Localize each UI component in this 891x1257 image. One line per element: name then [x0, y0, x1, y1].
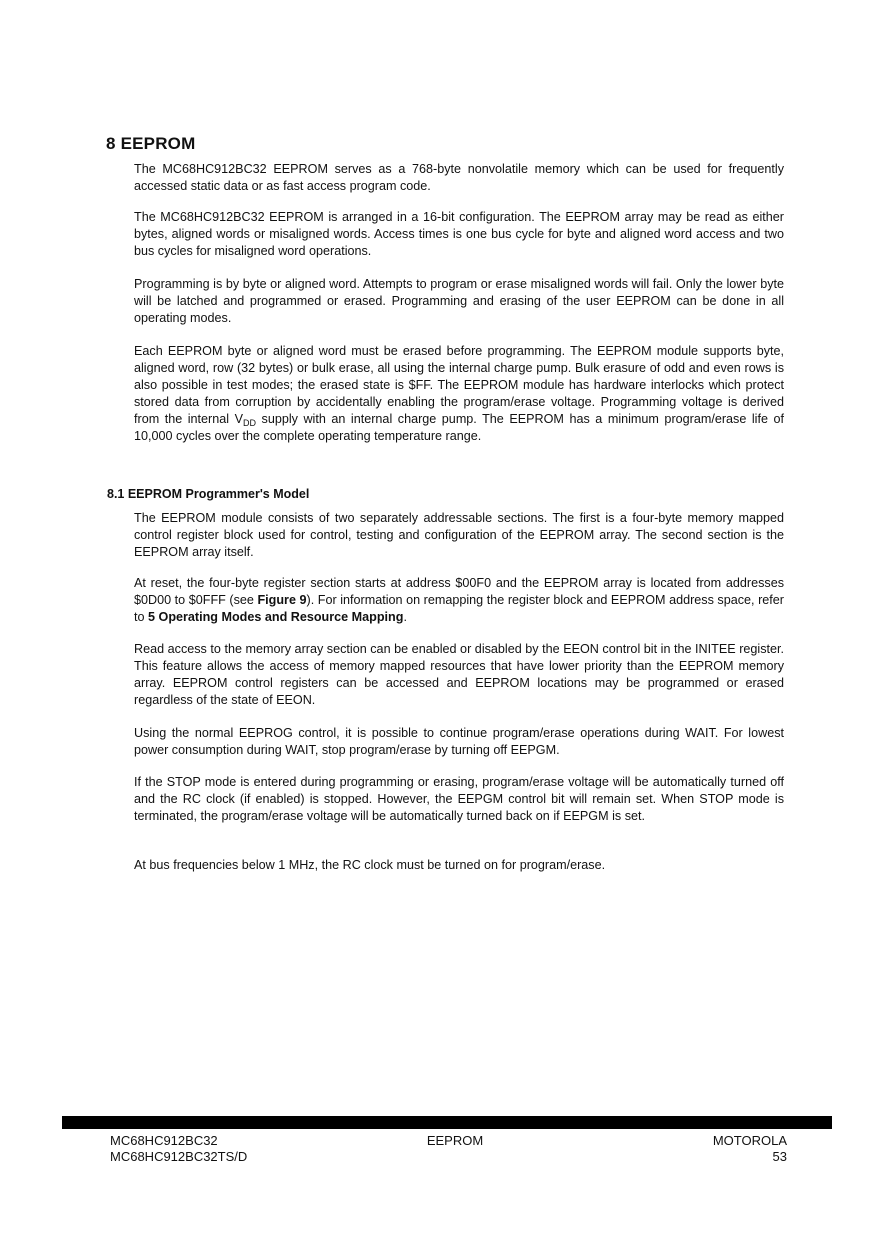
paragraph-text: At reset, the four-byte register section starts at address $00F0 and the EEPROM array is located from addresses $0D00 to $0FFF (see: [134, 576, 784, 607]
footer-left: [110, 1133, 247, 1165]
footer-company: MOTOROLA: [712, 1133, 787, 1148]
figure-reference-link[interactable]: Figure 9: [257, 593, 307, 607]
paragraph-text: ). For information on remapping the register block and EEPROM address space, refer to: [134, 593, 784, 624]
section-paragraph-3: Programming is by byte or aligned word. Attempts to program or erase misaligned words will fail. Only the lower byte will be latched and programmed or erased. Programming and erasing of the user EEPROM can be done in all operating modes.: [134, 277, 784, 325]
subsection-paragraph-1: The EEPROM module consists of two separately addressable sections. The first is a four-byte memory mapped control register block used for control, testing and configuration of the EEPROM array. The second section is the EEPROM array itself.: [134, 511, 784, 559]
subsection-paragraph-4: Using the normal EEPROG control, it is possible to continue program/erase operations during WAIT. For lowest power consumption during WAIT, stop program/erase by turning off EEPGM.: [134, 726, 784, 757]
subscript-text: DD: [243, 418, 256, 428]
subsection-paragraph-6: At bus frequencies below 1 MHz, the RC clock must be turned on for program/erase.: [134, 858, 606, 872]
footer-document-number: MC68HC912BC32TS/D: [110, 1149, 248, 1164]
section-paragraph-1: The MC68HC912BC32 EEPROM serves as a 768-byte nonvolatile memory which can be used for frequently accessed static data or as fast access program code.: [134, 162, 784, 193]
page-number: 53: [772, 1149, 787, 1164]
footer-right: [640, 1133, 787, 1165]
footer-rule: [62, 1116, 832, 1129]
footer-center: [420, 1133, 490, 1149]
subsection-paragraph-5: If the STOP mode is entered during programming or erasing, program/erase voltage will be automatically turned off and the RC clock (if enabled) is stopped. However, the EEPGM control bit will remain set. When STOP mode is terminated, the program/erase voltage will be automatically turned back on if EEPGM is set.: [134, 775, 784, 823]
section-paragraph-4: [134, 343, 784, 445]
paragraph-text: .: [403, 610, 407, 624]
footer-section-name: EEPROM: [426, 1133, 484, 1148]
paragraph-text: supply with an internal charge pump. The EEPROM has a minimum program/erase life of 10,000 cycles over the complete operating temperature range.: [134, 412, 784, 443]
paragraph-text: Each EEPROM byte or aligned word must be erased before programming. The EEPROM module supports byte, aligned word, row (32 bytes) or bulk erase, all using the internal charge pump. Bulk erasure of odd and even rows is also possible in test modes; the erased state is $FF. The EEPROM module has hardware interlocks which protect stored data from corruption by accidentally enabling the program/erase voltage. Programming voltage is derived from the internal V: [134, 344, 784, 426]
section-title: 8 EEPROM: [106, 134, 196, 153]
section-paragraph-2: The MC68HC912BC32 EEPROM is arranged in a 16-bit configuration. The EEPROM array may be read as either bytes, aligned words or misaligned words. Access times is one bus cycle for byte and aligned word access and two bus cycles for misaligned word operations.: [134, 210, 784, 258]
subsection-paragraph-2: [134, 575, 784, 626]
subsection-paragraph-3: Read access to the memory array section can be enabled or disabled by the EEON control bit in the INITEE register. This feature allows the access of memory mapped resources that have lower priority than the EEPROM memory array. EEPROM control registers can be accessed and EEPROM locations may be programmed or erased regardless of the state of EEON.: [134, 642, 784, 707]
subsection-title: 8.1 EEPROM Programmer's Model: [107, 487, 310, 501]
section-reference-link[interactable]: 5 Operating Modes and Resource Mapping: [148, 610, 404, 624]
footer-part-number: MC68HC912BC32: [110, 1133, 218, 1148]
